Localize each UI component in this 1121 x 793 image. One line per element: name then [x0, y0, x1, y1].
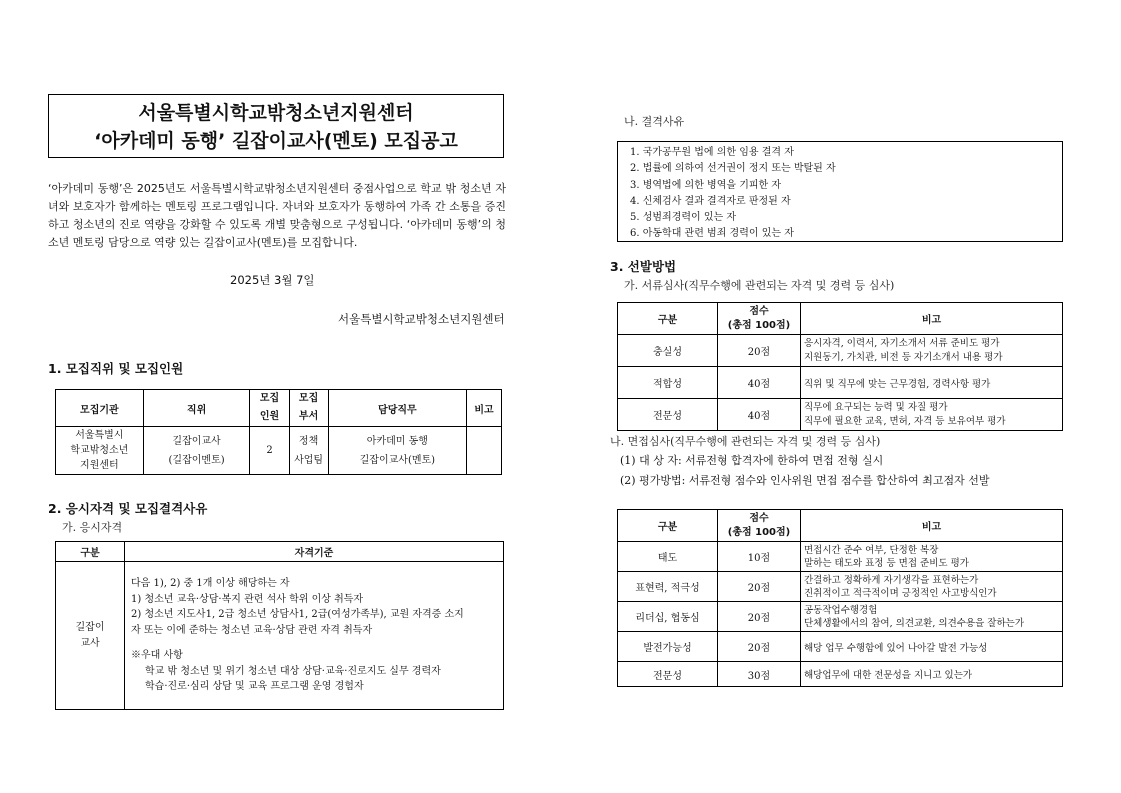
th-category: 구분 [618, 510, 718, 542]
intro-paragraph: ‘아카데미 동행’은 2025년도 서울특별시학교밖청소년지원센터 중점사업으로 학교 밖 청소년 자녀와 보호자가 함께하는 멘토링 프로그램입니다. 자녀와 보호자가 동행하여 가족 간 소통을 증진하고 청소년의 진로 역량을 강화할 수 있도록 개별 맞춤형으로 구성됩니다. ‘아카데미 동행’의 청소년 멘토링 담당으로 역량 있는 길잡이교사(멘토)를 모집합니다. [48, 182, 506, 249]
cell-score: 20점 [718, 602, 801, 632]
cell-dept: 정책 사업팀 [289, 427, 328, 475]
th-category: 구분 [56, 542, 125, 562]
th-criteria: 자격기준 [125, 542, 504, 562]
issuing-org: 서울특별시학교밖청소년지원센터 [338, 312, 505, 326]
cell-note: 공동작업수행경험 단체생활에서의 참여, 의견교환, 의견수용을 잘하는가 [801, 602, 1063, 632]
cell-criteria: 다음 1), 2) 중 1개 이상 해당하는 자 1) 청소년 교육·상담·복지 관련 석사 학위 이상 취득자 2) 청소년 지도사1, 2급 청소년 상담사1, 2급(여성가족부), 교원 자격증 소지 자 또는 이에 준하는 청소년 교육·상담 관련 자격 취득자 ※우대 사항 학교 밖 청소년 및 위기 청소년 대상 상담·교육·진로지도 실무 경력자 학습·진로·심리 상담 및 교육 프로그램 운영 경험자 [125, 562, 504, 710]
cell-position: 길잡이교사 (길잡이멘토) [143, 427, 250, 475]
cell-score: 20점 [718, 632, 801, 662]
cell-category: 표현력, 적극성 [618, 572, 718, 602]
cell-note [467, 427, 502, 475]
list-item: 5. 성범죄경력이 있는 자 [630, 212, 737, 224]
section3-heading: 3. 선발방법 [610, 259, 677, 274]
announce-date: 2025년 3월 7일 [230, 273, 315, 287]
table-row [56, 427, 502, 475]
th-note: 비고 [801, 510, 1063, 542]
th-dept: 모집 부서 [289, 390, 328, 427]
cell-duty: 아카데미 동행 길잡이교사(멘토) [328, 427, 466, 475]
th-count: 모집 인원 [250, 390, 289, 427]
table-row [618, 367, 1063, 399]
cell-category: 전문성 [618, 662, 718, 687]
list-item: 3. 병역법에 의한 병역을 기피한 자 [630, 179, 782, 191]
list-item: 2. 법률에 의하여 선거권이 정지 또는 박탈된 자 [630, 163, 836, 175]
cell-note: 면접시간 준수 여부, 단정한 복장 말하는 태도와 표정 등 면접 준비도 평가 [801, 542, 1063, 572]
section2-heading: 2. 응시자격 및 모집결격사유 [48, 501, 208, 516]
table-row [56, 562, 504, 710]
disqualification-list [617, 141, 1063, 242]
section1-heading: 1. 모집직위 및 모집인원 [48, 361, 184, 376]
th-category: 구분 [618, 303, 718, 335]
section2-sub-b: 나. 결격사유 [624, 115, 685, 128]
cell-note: 간결하고 정확하게 자기생각을 표현하는가 진취적이고 적극적이며 긍정적인 사고방식인가 [801, 572, 1063, 602]
cell-score: 20점 [718, 335, 801, 367]
table-row [618, 632, 1063, 662]
th-position: 직위 [143, 390, 250, 427]
table-row [618, 399, 1063, 431]
th-note: 비고 [801, 303, 1063, 335]
cell-note: 해당 업무 수행함에 있어 나아갈 발전 가능성 [801, 632, 1063, 662]
section3-sub-b: 나. 면접심사(직무수행에 관련되는 자격 및 경력 등 심사) [610, 435, 881, 448]
table-row [618, 542, 1063, 572]
interview-method: (2) 평가방법: 서류전형 점수와 인사위원 면접 점수를 합산하여 최고점자 선발 [620, 474, 990, 487]
table-row [618, 572, 1063, 602]
cell-category: 전문성 [618, 399, 718, 431]
th-duty: 담당직무 [328, 390, 466, 427]
th-score: 점수 (총점 100점) [718, 510, 801, 542]
cell-category: 적합성 [618, 367, 718, 399]
cell-score: 20점 [718, 572, 801, 602]
cell-score: 40점 [718, 367, 801, 399]
table-row [618, 602, 1063, 632]
title-box [48, 94, 504, 158]
th-agency: 모집기관 [56, 390, 144, 427]
cell-note: 응시자격, 이력서, 자기소개서 서류 준비도 평가 지원동기, 가치관, 비전 등 자기소개서 내용 평가 [801, 335, 1063, 367]
section2-sub-a: 가. 응시자격 [62, 521, 123, 534]
qualification-table [55, 541, 504, 710]
list-item: 1. 국가공무원 법에 의한 임용 결격 자 [630, 147, 794, 158]
cell-note: 직무에 요구되는 능력 및 자질 평가 직무에 필요한 교육, 면허, 자격 등 보유여부 평가 [801, 399, 1063, 431]
interview-table [617, 509, 1063, 687]
cell-score: 30점 [718, 662, 801, 687]
cell-category: 발전가능성 [618, 632, 718, 662]
list-item: 6. 아동학대 관련 범죄 경력이 있는 자 [630, 228, 794, 240]
cell-count: 2 [250, 427, 289, 475]
table-row [618, 335, 1063, 367]
cell-category: 리더십, 협동심 [618, 602, 718, 632]
cell-score: 40점 [718, 399, 801, 431]
section3-sub-a: 가. 서류심사(직무수행에 관련되는 자격 및 경력 등 심사) [624, 279, 895, 292]
cell-note: 해당업무에 대한 전문성을 지니고 있는가 [801, 662, 1063, 687]
cell-note: 직위 및 직무에 맞는 근무경험, 경력사항 평가 [801, 367, 1063, 399]
title-line-1: 서울특별시학교밖청소년지원센터 [138, 102, 414, 124]
title-line-2: ‘아카데미 동행’ 길잡이교사(멘토) 모집공고 [94, 130, 458, 152]
cell-category: 충실성 [618, 335, 718, 367]
cell-category: 길잡이 교사 [56, 562, 125, 710]
th-score: 점수 (총점 100점) [718, 303, 801, 335]
cell-category: 태도 [618, 542, 718, 572]
interview-target: (1) 대 상 자: 서류전형 합격자에 한하여 면접 전형 실시 [620, 454, 884, 467]
th-note: 비고 [467, 390, 502, 427]
table-row [618, 662, 1063, 687]
recruit-table [55, 389, 502, 475]
cell-score: 10점 [718, 542, 801, 572]
list-item: 4. 신체검사 결과 결격자로 판정된 자 [630, 195, 791, 207]
cell-agency: 서울특별시 학교밖청소년 지원센터 [56, 427, 144, 475]
document-review-table [617, 302, 1063, 431]
